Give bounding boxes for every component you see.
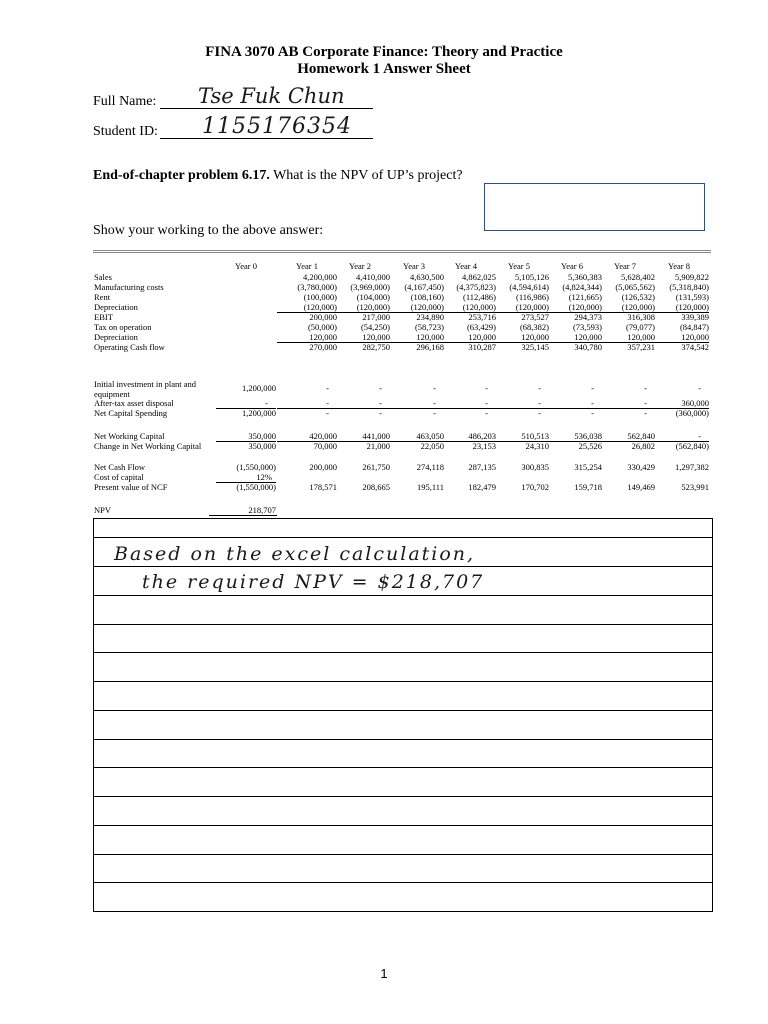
page-number: 1 [380, 966, 388, 981]
row-label: Manufacturing costs [94, 282, 164, 292]
table-cell: (4,375,823) [456, 282, 496, 292]
table-cell: 120,000 [436, 332, 496, 343]
table-cell: 24,310 [525, 441, 549, 451]
full-name-label: Full Name: [93, 94, 157, 109]
table-cell: (120,000) [384, 302, 444, 313]
year-header: Year 2 [348, 261, 372, 271]
table-cell: 360,000 [649, 398, 709, 409]
document-title: FINA 3070 AB Corporate Finance: Theory and Practice [205, 44, 563, 60]
question-bold: End-of-chapter problem 6.17. [93, 168, 270, 183]
table-cell: - [595, 398, 655, 409]
table-cell: 182,479 [468, 482, 496, 492]
table-cell: 340,780 [574, 342, 602, 352]
table-cell: (4,824,344) [562, 282, 602, 292]
table-cell: (1,550,000) [236, 482, 276, 492]
table-cell: - [649, 431, 709, 442]
table-cell: (84,847) [679, 322, 709, 332]
table-cell: 21,000 [366, 441, 390, 451]
working-prompt: Show your working to the above answer: [93, 223, 324, 238]
table-cell: (68,382) [519, 322, 549, 332]
table-cell: - [644, 408, 647, 418]
table-cell: 217,000 [362, 312, 390, 322]
row-label: Operating Cash flow [94, 342, 165, 352]
table-cell: 261,750 [362, 462, 390, 472]
table-cell: (50,000) [307, 322, 337, 332]
table-cell: 5,628,402 [621, 272, 655, 282]
table-cell: 510,513 [489, 431, 549, 442]
table-cell: - [485, 408, 488, 418]
table-cell: (54,250) [360, 322, 390, 332]
row-label: Present value of NCF [94, 482, 168, 492]
table-cell: 310,287 [468, 342, 496, 352]
table-cell: 120,000 [542, 332, 602, 343]
table-cell: - [538, 383, 541, 393]
table-cell: (108,160) [410, 292, 444, 302]
table-cell: 274,118 [416, 462, 444, 472]
table-cell: (360,000) [675, 408, 709, 418]
row-label: Depreciation [94, 302, 138, 312]
table-cell: 330,429 [627, 462, 655, 472]
row-label: After-tax asset disposal [94, 398, 174, 408]
table-cell: 120,000 [595, 332, 655, 343]
year-header: Year 0 [234, 261, 258, 271]
table-cell: (120,000) [436, 302, 496, 313]
table-cell: (120,000) [330, 302, 390, 313]
row-label: NPV [94, 505, 112, 515]
handwritten-line-2: the required NPV = $218,707 [142, 571, 485, 593]
table-cell: (3,969,000) [350, 282, 390, 292]
table-cell: 523,991 [681, 482, 709, 492]
table-cell: 350,000 [216, 431, 276, 442]
table-cell: - [433, 408, 436, 418]
row-label-continued: equipment [94, 389, 130, 399]
table-cell: 486,203 [436, 431, 496, 442]
table-cell: (120,000) [649, 302, 709, 313]
table-cell: 315,254 [574, 462, 602, 472]
table-cell: 149,469 [627, 482, 655, 492]
table-cell: (1,550,000) [236, 462, 276, 472]
table-cell: (3,780,000) [297, 282, 337, 292]
table-cell: - [379, 383, 382, 393]
table-cell: 1,200,000 [242, 383, 276, 393]
table-cell: 178,571 [309, 482, 337, 492]
spreadsheet-table [93, 250, 711, 521]
table-cell: (120,000) [542, 302, 602, 313]
table-cell: 270,000 [309, 342, 337, 352]
table-cell: - [485, 383, 488, 393]
row-label: EBIT [94, 312, 113, 322]
table-cell: 218,707 [248, 505, 276, 515]
table-cell: 208,665 [362, 482, 390, 492]
table-cell: 22,050 [420, 441, 444, 451]
table-cell: 5,909,822 [675, 272, 709, 282]
year-header: Year 7 [613, 261, 637, 271]
table-cell: (4,167,450) [404, 282, 444, 292]
table-cell: (4,594,614) [509, 282, 549, 292]
table-cell: - [698, 383, 701, 393]
table-cell: 253,716 [468, 312, 496, 322]
row-label: Net Capital Spending [94, 408, 168, 418]
table-cell: (562,840) [675, 441, 709, 451]
table-cell: - [384, 398, 444, 409]
table-cell: (58,723) [414, 322, 444, 332]
table-cell: 4,862,025 [462, 272, 496, 282]
table-cell: 120,000 [384, 332, 444, 343]
table-cell: 170,702 [521, 482, 549, 492]
year-header: Year 8 [667, 261, 691, 271]
row-label: Cost of capital [94, 472, 144, 482]
npv-underline [209, 515, 277, 516]
table-cell: 159,718 [574, 482, 602, 492]
table-cell: 4,200,000 [303, 272, 337, 282]
table-cell: - [644, 383, 647, 393]
table-cell: 287,135 [468, 462, 496, 472]
table-cell: (104,000) [356, 292, 390, 302]
table-cell: (121,665) [568, 292, 602, 302]
full-name-line [160, 108, 373, 109]
table-cell: 120,000 [649, 332, 709, 343]
handwritten-line-1: Based on the excel calculation, [114, 543, 476, 565]
table-cell: (73,593) [572, 322, 602, 332]
row-label: Initial investment in plant and [94, 379, 196, 389]
table-cell: 120,000 [330, 332, 390, 343]
table-cell: 1,200,000 [242, 408, 276, 418]
table-cell: (112,486) [463, 292, 496, 302]
question-text [93, 168, 463, 184]
table-cell: 536,038 [542, 431, 602, 442]
table-cell: 374,542 [681, 342, 709, 352]
table-cell: - [542, 398, 602, 409]
year-header: Year 4 [454, 261, 478, 271]
year-header: Year 5 [507, 261, 531, 271]
table-cell: - [216, 398, 276, 409]
document-subtitle: Homework 1 Answer Sheet [297, 61, 471, 77]
student-id-label: Student ID: [93, 124, 158, 139]
table-cell: 296,168 [416, 342, 444, 352]
table-cell: (120,000) [489, 302, 549, 313]
question-body: What is the NPV of UP’s project? [269, 168, 463, 183]
table-cell: 4,410,000 [356, 272, 390, 282]
table-cell: 420,000 [277, 431, 337, 442]
table-cell: 441,000 [330, 431, 390, 442]
row-label: Depreciation [94, 332, 138, 342]
table-cell: (126,532) [621, 292, 655, 302]
table-cell: 12% [216, 472, 276, 483]
table-cell: 339,389 [681, 312, 709, 322]
table-cell: - [326, 383, 329, 393]
table-cell: - [436, 398, 496, 409]
table-cell: (5,318,840) [669, 282, 709, 292]
table-cell: 120,000 [489, 332, 549, 343]
table-cell: (120,000) [277, 302, 337, 313]
table-cell: (63,429) [466, 322, 496, 332]
row-label: Rent [94, 292, 111, 302]
full-name-value: Tse Fuk Chun [198, 84, 345, 108]
table-cell: - [433, 383, 436, 393]
table-cell: - [489, 398, 549, 409]
table-cell: 357,231 [627, 342, 655, 352]
table-cell: 463,050 [384, 431, 444, 442]
table-cell: - [591, 383, 594, 393]
table-cell: 5,105,126 [515, 272, 549, 282]
row-label: Tax on operation [94, 322, 152, 332]
table-cell: 23,153 [472, 441, 496, 451]
table-cell: 1,297,382 [675, 462, 709, 472]
table-cell: 562,840 [595, 431, 655, 442]
table-cell: (116,986) [516, 292, 549, 302]
answer-box[interactable] [484, 183, 705, 231]
table-cell: 120,000 [277, 332, 337, 343]
table-cell: (5,065,562) [615, 282, 655, 292]
year-header: Year 3 [402, 261, 426, 271]
table-cell: - [379, 408, 382, 418]
table-cell: - [326, 408, 329, 418]
student-id-value: 1155176354 [202, 114, 352, 139]
table-cell: 195,111 [417, 482, 444, 492]
table-cell: 316,308 [627, 312, 655, 322]
table-cell: - [277, 398, 337, 409]
row-label: Change in Net Working Capital [94, 441, 202, 451]
table-cell: (79,077) [625, 322, 655, 332]
row-label: Sales [94, 272, 112, 282]
table-cell: 234,890 [416, 312, 444, 322]
table-cell: 282,750 [362, 342, 390, 352]
table-cell: 5,360,383 [568, 272, 602, 282]
row-label: Net Cash Flow [94, 462, 145, 472]
table-cell: 300,835 [521, 462, 549, 472]
table-cell: - [538, 408, 541, 418]
table-cell: 200,000 [309, 462, 337, 472]
table-cell: 26,802 [631, 441, 655, 451]
table-cell: 273,527 [521, 312, 549, 322]
answer-ruled-area[interactable] [93, 518, 713, 912]
table-cell: - [591, 408, 594, 418]
table-cell: 200,000 [309, 312, 337, 322]
table-cell: 25,526 [578, 441, 602, 451]
table-cell: 350,000 [248, 441, 276, 451]
year-header: Year 6 [560, 261, 584, 271]
row-label: Net Working Capital [94, 431, 165, 441]
table-cell: 325,145 [521, 342, 549, 352]
table-cell: 4,630,500 [410, 272, 444, 282]
table-cell: 294,373 [574, 312, 602, 322]
table-cell: - [330, 398, 390, 409]
table-cell: (100,000) [303, 292, 337, 302]
table-cell: (131,593) [675, 292, 709, 302]
table-cell: 70,000 [313, 441, 337, 451]
table-cell: (120,000) [595, 302, 655, 313]
year-header: Year 1 [295, 261, 319, 271]
